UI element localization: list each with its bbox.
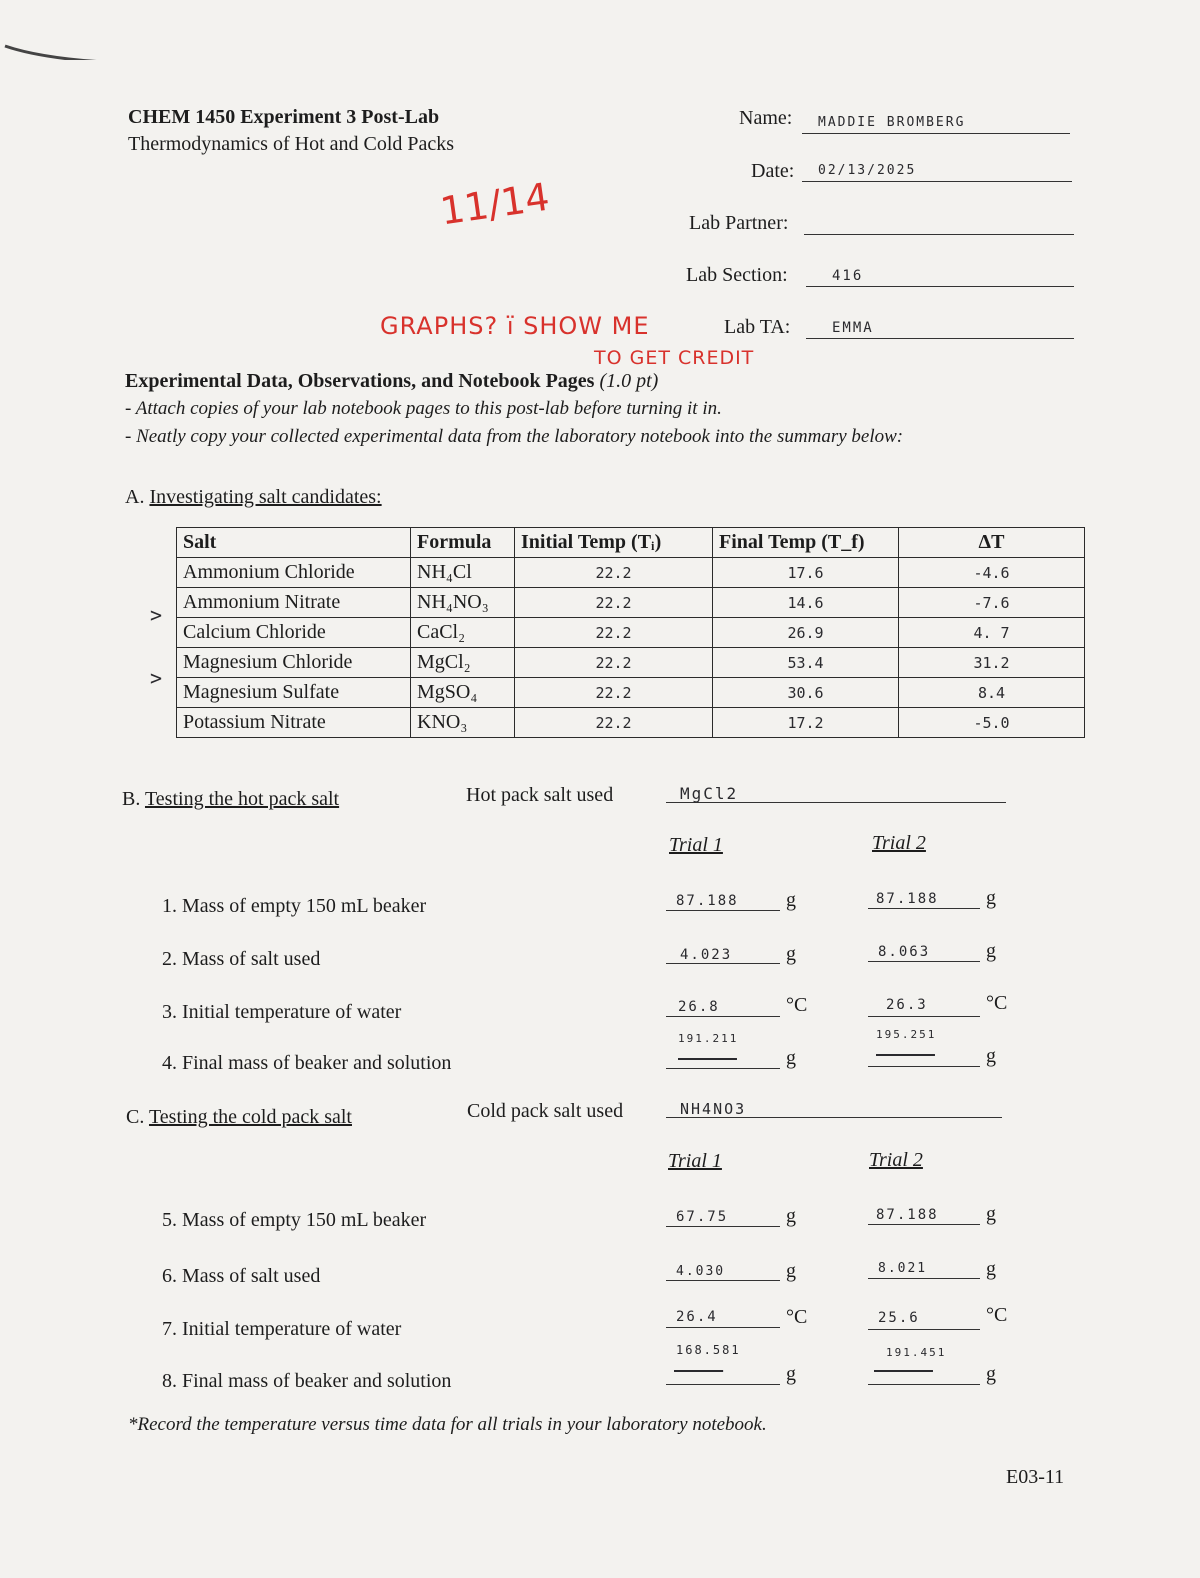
salt-name: Magnesium Sulfate [177,678,411,708]
item-3-trial2-unit: °C [986,992,1008,1014]
final-temp[interactable]: 30.6 [713,678,899,708]
item-7-label: 7. Initial temperature of water [162,1318,402,1340]
section-points: (1.0 pt) [599,370,659,392]
item-8-trial1-line [666,1384,780,1385]
item-1-trial2-unit: g [986,887,996,909]
lab-ta-value[interactable]: EMMA [832,320,874,336]
instruction-1: - Attach copies of your lab notebook pages to this post-lab before turning it in. [125,398,722,419]
table-row [177,618,1085,648]
salt-formula: KNO₃ [411,708,515,738]
item-1-trial2-line [868,908,980,909]
cold-pack-salt-label: Cold pack salt used [467,1100,624,1122]
part-b-trial1-header: Trial 1 [669,834,723,856]
delta-t[interactable]: 31.2 [899,648,1085,678]
lab-ta-underline [806,338,1074,339]
item-4-trial2-line [868,1066,980,1067]
item-4-trial2-unit: g [986,1045,996,1067]
item-1-trial1-value[interactable]: 87.188 [676,893,739,909]
salt-formula: MgCl₂ [411,648,515,678]
table-row [177,648,1085,678]
delta-t[interactable]: -4.6 [899,558,1085,588]
table-row [177,708,1085,738]
name-underline [802,133,1070,134]
lab-section-underline [806,286,1074,287]
col-final-temp: Final Temp (T_f) [713,528,899,558]
item-8-trial1-scribble: ~~~~~ [674,1364,724,1379]
item-5-trial2-line [868,1224,980,1225]
part-b-heading [122,788,339,811]
delta-t[interactable]: -5.0 [899,708,1085,738]
item-1-trial1-unit: g [786,889,796,911]
item-8-trial2-value[interactable]: 191.451 [886,1346,947,1359]
item-4-label: 4. Final mass of beaker and solution [162,1052,452,1074]
item-7-trial2-line [868,1329,980,1330]
salt-candidates-table [176,527,1085,738]
course-subtitle: Thermodynamics of Hot and Cold Packs [128,133,455,155]
salt-formula: MgSO₄ [411,678,515,708]
item-6-trial1-unit: g [786,1260,796,1282]
section-heading-text: Experimental Data, Observations, and Notebook Pages [125,370,595,392]
table-row [177,558,1085,588]
col-formula: Formula [411,528,515,558]
delta-t[interactable]: 4. 7 [899,618,1085,648]
item-8-trial1-value[interactable]: 168.581 [676,1343,741,1357]
item-6-trial2-value[interactable]: 8.021 [878,1261,928,1276]
item-8-trial2-scribble: ~~~~~~ [874,1364,933,1379]
item-2-trial2-unit: g [986,940,996,962]
course-title: CHEM 1450 Experiment 3 Post-Lab [128,106,440,128]
item-3-trial1-value[interactable]: 26.8 [678,999,720,1015]
item-7-trial2-unit: °C [986,1304,1008,1326]
final-temp[interactable]: 26.9 [713,618,899,648]
initial-temp[interactable]: 22.2 [515,648,713,678]
initial-temp[interactable]: 22.2 [515,558,713,588]
initial-temp[interactable]: 22.2 [515,708,713,738]
item-1-trial1-line [666,910,780,911]
item-5-trial1-unit: g [786,1205,796,1227]
grader-comment-line1: GRAPHS? ï SHOW ME [380,312,650,340]
instruction-2: - Neatly copy your collected experimental data from the laboratory notebook into the summary below: [125,426,904,447]
grader-comment-line2: TO GET CREDIT [594,347,755,369]
item-6-trial1-line [666,1280,780,1281]
final-temp[interactable]: 17.2 [713,708,899,738]
lab-section-value[interactable]: 416 [832,268,864,284]
item-7-trial1-line [666,1327,780,1328]
item-3-trial1-unit: °C [786,994,808,1016]
item-2-trial1-value[interactable]: 4.023 [680,947,733,963]
salt-name: Ammonium Nitrate [177,588,411,618]
delta-t[interactable]: -7.6 [899,588,1085,618]
part-c-trial1-header: Trial 1 [668,1150,722,1172]
final-temp[interactable]: 14.6 [713,588,899,618]
lab-section-label: Lab Section: [686,264,788,286]
item-5-trial2-unit: g [986,1203,996,1225]
item-4-trial1-scribble: ~~~~~~ [678,1052,737,1067]
part-c-title: Testing the cold pack salt [148,1106,352,1128]
item-6-label: 6. Mass of salt used [162,1265,321,1287]
part-b-trial2-header: Trial 2 [872,832,926,854]
final-temp[interactable]: 53.4 [713,648,899,678]
item-8-label: 8. Final mass of beaker and solution [162,1370,452,1392]
col-salt: Salt [177,528,411,558]
table-row [177,588,1085,618]
item-4-trial1-unit: g [786,1047,796,1069]
salt-formula: NH₄Cl [411,558,515,588]
salt-name: Ammonium Chloride [177,558,411,588]
item-5-label: 5. Mass of empty 150 mL beaker [162,1209,427,1231]
item-6-trial2-unit: g [986,1258,996,1280]
section-heading [125,370,658,393]
table-row [177,678,1085,708]
selection-mark-ammonium-nitrate: > [150,603,165,627]
footer-note: *Record the temperature versus time data for all trials in your laboratory notebook. [128,1414,767,1435]
item-5-trial1-line [666,1226,780,1227]
item-2-trial2-line [868,961,980,962]
item-4-trial2-value[interactable]: 195.251 [876,1028,937,1041]
part-b-prefix: B. [122,788,141,810]
lab-ta-label: Lab TA: [724,316,791,338]
item-6-trial1-value[interactable]: 4.030 [676,1264,726,1279]
score-mark: 11/14 [437,174,553,234]
salt-formula: NH₄NO₃ [411,588,515,618]
item-4-trial1-value[interactable]: 191.211 [678,1032,739,1045]
item-5-trial1-value[interactable]: 67.75 [676,1209,729,1225]
item-6-trial2-line [868,1278,980,1279]
item-3-trial2-line [868,1016,980,1017]
item-3-label: 3. Initial temperature of water [162,1001,402,1023]
item-7-trial1-value[interactable]: 26.4 [676,1309,718,1325]
part-a-title: Investigating salt candidates: [149,486,382,508]
initial-temp[interactable]: 22.2 [515,618,713,648]
selection-mark-magnesium-chloride: > [150,666,165,690]
part-a-prefix: A. [125,486,145,508]
salt-name: Magnesium Chloride [177,648,411,678]
item-7-trial1-unit: °C [786,1306,808,1328]
date-underline [802,181,1072,182]
item-5-trial2-value[interactable]: 87.188 [876,1207,939,1223]
item-3-trial2-value[interactable]: 26.3 [886,997,928,1013]
salt-name: Potassium Nitrate [177,708,411,738]
date-label: Date: [751,160,795,182]
part-c-trial2-header: Trial 2 [869,1149,923,1171]
part-b-title: Testing the hot pack salt [144,788,340,810]
lab-partner-underline [804,234,1074,235]
part-c-prefix: C. [126,1106,145,1128]
pen-mark-decoration [0,20,120,60]
item-1-label: 1. Mass of empty 150 mL beaker [162,895,427,917]
salt-name: Calcium Chloride [177,618,411,648]
item-8-trial2-line [868,1384,980,1385]
salt-formula: CaCl₂ [411,618,515,648]
initial-temp[interactable]: 22.2 [515,678,713,708]
lab-partner-label: Lab Partner: [689,212,789,234]
part-c-heading [126,1106,352,1129]
date-value[interactable]: 02/13/2025 [818,163,917,178]
item-2-trial1-line [666,963,780,964]
col-initial-temp: Initial Temp (Tᵢ) [515,528,713,558]
final-temp[interactable]: 17.6 [713,558,899,588]
item-1-trial2-value[interactable]: 87.188 [876,891,939,907]
hot-pack-salt-value[interactable]: MgCl2 [680,784,739,803]
item-4-trial1-line [666,1068,780,1069]
page-code: E03-11 [1006,1466,1065,1488]
item-2-trial1-unit: g [786,943,796,965]
part-a-heading [125,486,382,509]
item-3-trial1-line [666,1016,780,1017]
delta-t[interactable]: 8.4 [899,678,1085,708]
item-8-trial2-unit: g [986,1363,996,1385]
name-value[interactable]: MADDIE BROMBERG [818,115,966,130]
item-8-trial1-unit: g [786,1363,796,1385]
initial-temp[interactable]: 22.2 [515,588,713,618]
item-4-trial2-scribble: ~~~~~~ [876,1048,935,1063]
item-2-label: 2. Mass of salt used [162,948,321,970]
item-7-trial2-value[interactable]: 25.6 [878,1310,920,1326]
cold-pack-salt-value[interactable]: NH4NO3 [680,1100,747,1118]
item-2-trial2-value[interactable]: 8.063 [878,944,931,960]
name-label: Name: [739,107,793,129]
hot-pack-salt-label: Hot pack salt used [466,784,614,806]
table-header-row [177,528,1085,558]
col-delta-t: ΔT [899,528,1085,558]
